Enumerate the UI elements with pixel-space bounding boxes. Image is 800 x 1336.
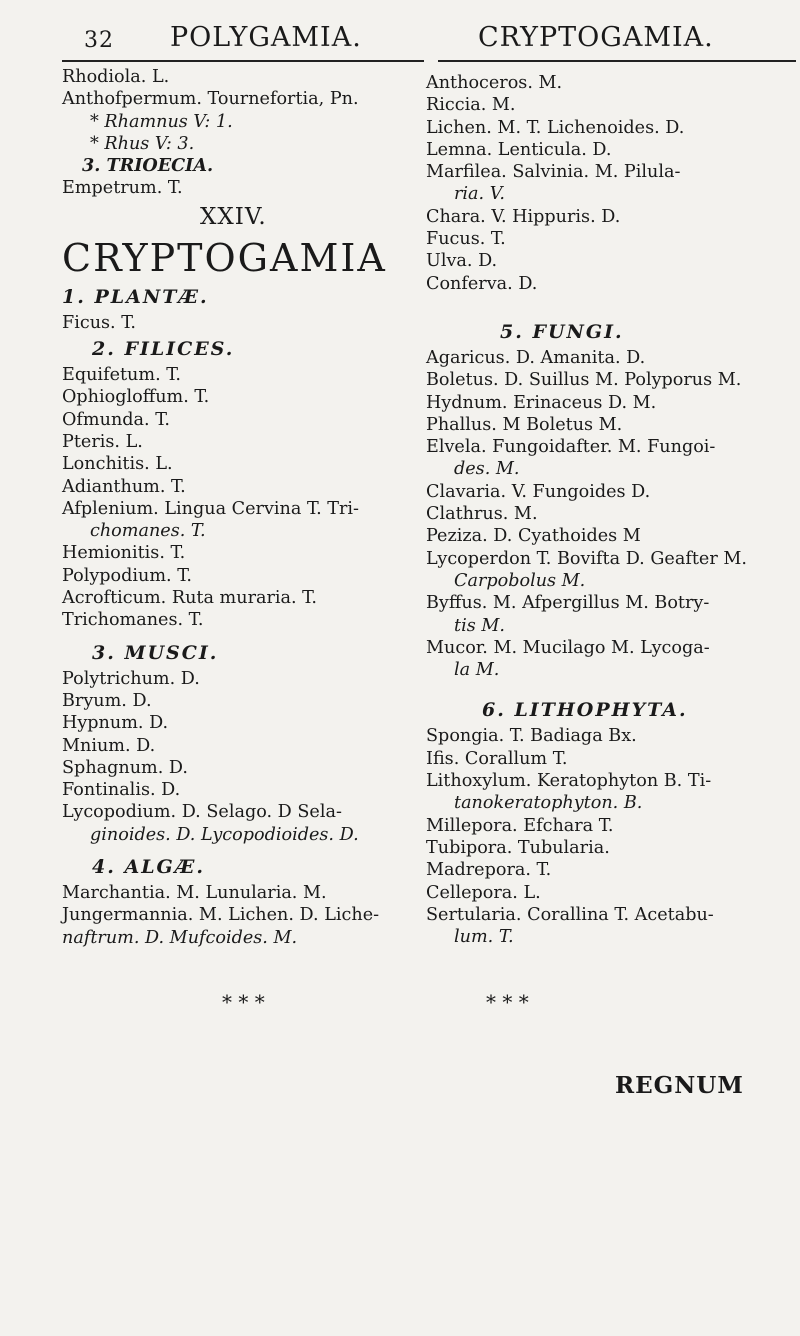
- entry-line: Clavaria. V. Fungoides D.: [426, 481, 651, 502]
- entry-line: Sphagnum. D.: [62, 757, 188, 778]
- entry-line: la M.: [454, 660, 500, 681]
- header-rule-left: [62, 60, 424, 62]
- entry-line: Lichen. M. T. Lichenoides. D.: [426, 117, 685, 138]
- entry-line: Empetrum. T.: [62, 178, 183, 199]
- section-heading-lithophyta: 6. LITHOPHYTA.: [482, 699, 688, 722]
- entry-line: Ophiogloffum. T.: [62, 387, 210, 408]
- asterisk-ornament-left: * * *: [222, 990, 265, 1014]
- entry-line: Lemna. Lenticula. D.: [426, 139, 612, 160]
- entry-line: Madrepora. T.: [426, 860, 552, 881]
- entry-line: Peziza. D. Cyathoides M: [426, 526, 641, 547]
- entry-line: Acrofticum. Ruta muraria. T.: [62, 588, 317, 609]
- entry-line: ginoides. D. Lycopodioides. D.: [90, 824, 359, 845]
- entry-line: Jungermannia. M. Lichen. D. Liche-: [62, 905, 380, 926]
- entry-line: Hemionitis. T.: [62, 543, 186, 564]
- entry-line: Carpobolus M.: [454, 570, 586, 591]
- entry-line: Lonchitis. L.: [62, 454, 173, 475]
- header-rule-right: [438, 60, 796, 62]
- right-column: [426, 72, 798, 948]
- section-heading-fungi: 5. FUNGI.: [500, 320, 624, 343]
- entry-line: Lycoperdon T. Bovifta D. Geafter M.: [426, 548, 747, 569]
- entry-line: Ulva. D.: [426, 251, 498, 272]
- class-title: CRYPTOGAMIA: [62, 235, 387, 280]
- catchword: REGNUM: [615, 1072, 744, 1099]
- entry-line: naftrum. D. Mufcoides. M.: [62, 927, 298, 948]
- entry-line: Phallus. M Boletus M.: [426, 414, 623, 435]
- entry-line: Tubipora. Tubularia.: [426, 837, 610, 858]
- entry-line: Mucor. M. Mucilago M. Lycoga-: [426, 637, 710, 658]
- entry-line: Byffus. M. Afpergillus M. Botry-: [426, 593, 710, 614]
- entry-line: Fucus. T.: [426, 229, 506, 250]
- entry-line: Hypnum. D.: [62, 713, 169, 734]
- entry-line: chomanes. T.: [90, 521, 206, 542]
- entry-line: Conferva. D.: [426, 273, 538, 294]
- entry-line: Adianthum. T.: [62, 476, 186, 497]
- section-heading-algae: 4. ALGÆ.: [92, 856, 206, 879]
- entry-line: Ofmunda. T.: [62, 409, 170, 430]
- entry-line: Elvela. Fungoidafter. M. Fungoi-: [426, 437, 716, 458]
- running-head-right: CRYPTOGAMIA.: [478, 22, 714, 53]
- order-heading: 3. TRIOECIA.: [82, 155, 214, 177]
- entry-line: Trichomanes. T.: [62, 610, 204, 631]
- entry-line: Rhodiola. L.: [62, 67, 170, 87]
- entry-line: Polytrichum. D.: [62, 668, 200, 689]
- entry-line: Fontinalis. D.: [62, 780, 181, 801]
- entry-line: Mnium. D.: [62, 735, 156, 756]
- entry-line: Anthoceros. M.: [426, 73, 563, 93]
- entry-line: Agaricus. D. Amanita. D.: [426, 347, 646, 368]
- asterisk-ornament-right: * * *: [486, 990, 529, 1014]
- left-column: [62, 66, 432, 949]
- entry-line: Ficus. T.: [62, 312, 136, 333]
- entry-line: des. M.: [454, 459, 520, 480]
- entry-line: tis M.: [454, 615, 505, 636]
- entry-line: Anthofpermum. Tournefortia, Pn.: [62, 89, 359, 110]
- section-heading-plantae: 1. PLANTÆ.: [62, 285, 209, 308]
- entry-line: Spongia. T. Badiaga Bx.: [426, 726, 637, 747]
- entry-line: ria. V.: [454, 184, 505, 205]
- entry-line: Pteris. L.: [62, 431, 143, 452]
- class-number: XXIV.: [200, 203, 267, 230]
- entry-line: Marchantia. M. Lunularia. M.: [62, 883, 327, 904]
- entry-line: Hydnum. Erinaceus D. M.: [426, 392, 657, 413]
- entry-line: Afplenium. Lingua Cervina T. Tri-: [62, 498, 359, 519]
- entry-line: Sertularia. Corallina T. Acetabu-: [426, 904, 714, 925]
- entry-line: Bryum. D.: [62, 690, 152, 711]
- entry-line: Boletus. D. Suillus M. Polyporus M.: [426, 370, 742, 391]
- entry-line: Marfilea. Salvinia. M. Pilula-: [426, 162, 681, 183]
- entry-line: Cellepora. L.: [426, 882, 541, 903]
- entry-line: Clathrus. M.: [426, 504, 538, 525]
- entry-line: Ifis. Corallum T.: [426, 748, 568, 769]
- entry-line: Chara. V. Hippuris. D.: [426, 206, 621, 227]
- entry-line: Polypodium. T.: [62, 565, 192, 586]
- page-number: 32: [84, 28, 114, 53]
- entry-line: * Rhamnus V: 1.: [90, 111, 233, 132]
- entry-line: Lycopodium. D. Selago. D Sela-: [62, 802, 342, 823]
- entry-line: Lithoxylum. Keratophyton B. Ti-: [426, 771, 712, 792]
- running-head-left: POLYGAMIA.: [170, 22, 362, 53]
- entry-line: Equifetum. T.: [62, 365, 181, 386]
- entry-line: lum. T.: [454, 927, 514, 948]
- entry-line: * Rhus V: 3.: [90, 133, 195, 154]
- section-heading-musci: 3. MUSCI.: [92, 641, 219, 664]
- entry-line: Riccia. M.: [426, 95, 516, 116]
- entry-line: Millepora. Efchara T.: [426, 815, 614, 836]
- entry-line: tanokeratophyton. B.: [454, 793, 643, 814]
- section-heading-filices: 2. FILICES.: [92, 338, 235, 361]
